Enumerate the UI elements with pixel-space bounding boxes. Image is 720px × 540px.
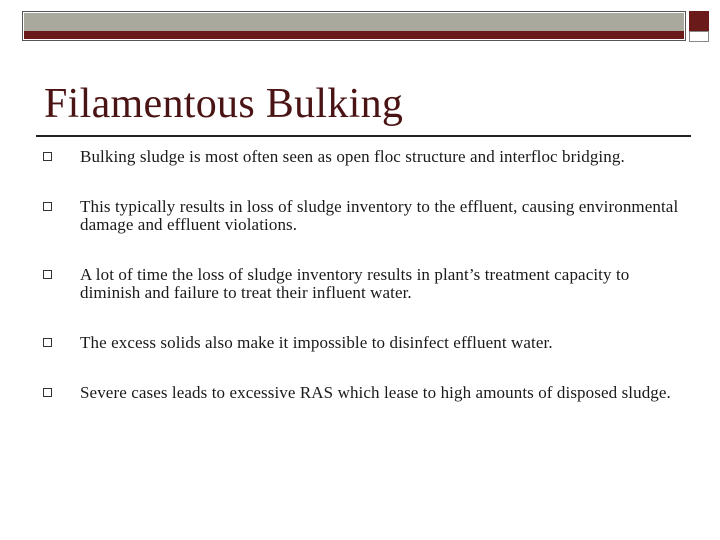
square-bullet-icon <box>43 202 52 211</box>
header-gray-band <box>24 13 684 31</box>
header-maroon-band <box>24 31 684 39</box>
bullet-list <box>40 148 680 434</box>
bullet-item <box>40 148 680 166</box>
bullet-text: A lot of time the loss of sludge inventory results in plant’s treatment capacity to diminish and failure to treat their influent water. <box>80 265 630 302</box>
corner-square-filled <box>689 11 709 31</box>
square-bullet-icon <box>43 270 52 279</box>
bullet-text: Bulking sludge is most often seen as open floc structure and interfloc bridging. <box>80 147 625 166</box>
bullet-item <box>40 384 680 402</box>
bullet-item <box>40 334 680 352</box>
slide-title: Filamentous Bulking <box>44 81 404 127</box>
square-bullet-icon <box>43 388 52 397</box>
bullet-text: Severe cases leads to excessive RAS which lease to high amounts of disposed sludge. <box>80 383 671 402</box>
corner-square-outline <box>689 31 709 42</box>
bullet-item <box>40 198 680 234</box>
header-decoration-bar <box>22 11 686 41</box>
square-bullet-icon <box>43 152 52 161</box>
bullet-text: The excess solids also make it impossible to disinfect effluent water. <box>80 333 553 352</box>
square-bullet-icon <box>43 338 52 347</box>
title-underline <box>36 135 691 137</box>
bullet-item <box>40 266 680 302</box>
bullet-text: This typically results in loss of sludge inventory to the effluent, causing environmental damage and effluent violations. <box>80 197 679 234</box>
